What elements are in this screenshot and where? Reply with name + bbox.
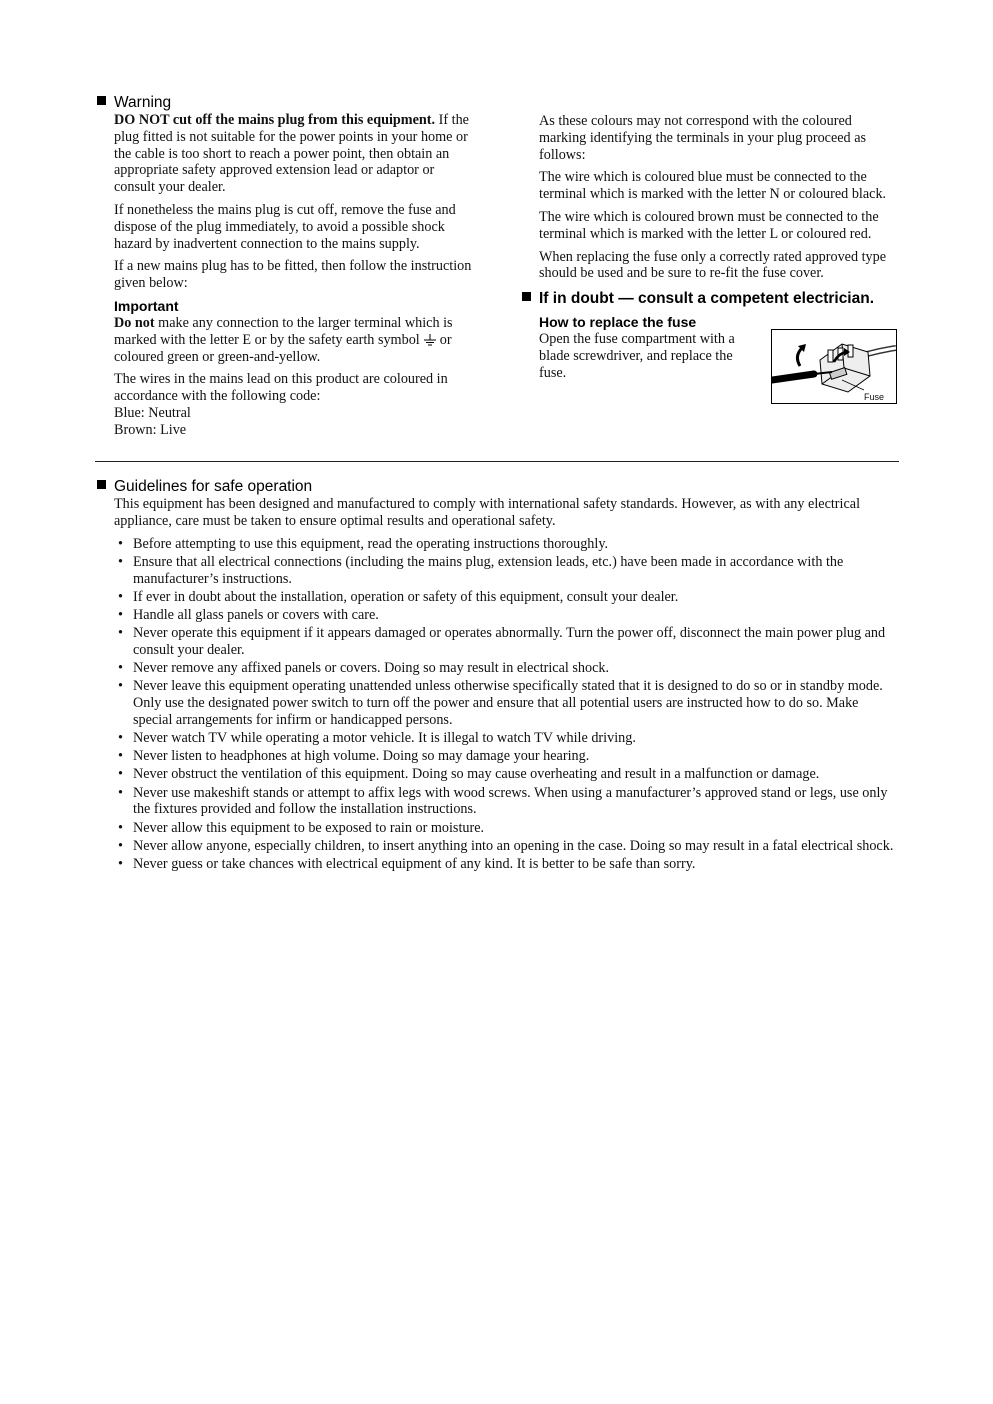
list-item-text: Never allow this equipment to be exposed to rain or moisture. xyxy=(133,819,485,836)
square-bullet-icon xyxy=(522,292,531,301)
list-item xyxy=(114,554,901,588)
list-item xyxy=(114,730,901,747)
right-column xyxy=(521,113,901,403)
colour-notes xyxy=(521,113,901,282)
bullet-icon: • xyxy=(118,784,123,801)
list-item-text: Never watch TV while operating a motor vehicle. It is illegal to watch TV while driving. xyxy=(133,730,636,747)
bullet-icon: • xyxy=(118,535,123,552)
right-paragraph-3: The wire which is coloured brown must be connected to the terminal which is marked with the letter L or coloured red. xyxy=(539,208,879,242)
warning-heading xyxy=(96,94,478,112)
list-item-text: Never leave this equipment operating unattended unless otherwise specifically stated that it is designed to do so or in standby mode. Only use the designated power switch to turn off the power and ensure that all potential users are instructed how to do so. Make special arrangements for infirm or handicapped persons. xyxy=(133,678,883,728)
bullet-icon: • xyxy=(118,588,123,605)
right-paragraph-4: When replacing the fuse only a correctly rated approved type should be used and be sure to re-fit the fuse cover. xyxy=(539,248,887,282)
list-item-text: Never operate this equipment if it appears damaged or operates abnormally. Turn the power off, disconnect the main power plug and consult your dealer. xyxy=(133,625,886,658)
wire-brown: Brown: Live xyxy=(114,421,187,438)
important-paragraph xyxy=(114,315,478,365)
important-text-b: or coloured green or green-and-yellow. xyxy=(114,331,452,365)
guidelines-list xyxy=(96,536,901,873)
list-item xyxy=(114,766,901,783)
warning-section xyxy=(96,94,478,439)
guidelines-intro: This equipment has been designed and manufactured to comply with international safety standards. However, as with any electrical appliance, care must be taken to ensure optimal results and operational safety. xyxy=(114,496,861,529)
doubt-heading xyxy=(521,290,901,308)
warning-paragraph-2: If nonetheless the mains plug is cut off, remove the fuse and dispose of the plug immediately, to avoid a possible shock hazard by inadvertent connection to the mains supply. xyxy=(114,201,456,252)
warning-paragraph-1 xyxy=(114,112,478,196)
list-item xyxy=(114,625,901,659)
doubt-heading-text: If in doubt — consult a competent electrician. xyxy=(539,290,875,308)
list-item-text: Handle all glass panels or covers with care. xyxy=(133,606,379,623)
wire-blue: Blue: Neutral xyxy=(114,404,191,421)
square-bullet-icon xyxy=(97,96,106,105)
list-item xyxy=(114,536,901,553)
warning-heading-text: Warning xyxy=(114,94,172,111)
warning-bold-lead: DO NOT cut off the mains plug from this equipment. xyxy=(114,112,436,128)
list-item-text: Never allow anyone, especially children, to insert anything into an opening in the case. Doing so may result in a fatal electrical shock. xyxy=(133,837,894,854)
earth-symbol-icon xyxy=(423,334,437,346)
bullet-icon: • xyxy=(118,730,123,747)
important-text-a: make any connection to the larger terminal which is marked with the letter E or by the safety earth symbol xyxy=(114,314,453,348)
list-item-text: Never remove any affixed panels or covers. Doing so may result in electrical shock. xyxy=(133,660,610,677)
wires-text: The wires in the mains lead on this product are coloured in accordance with the following code: xyxy=(114,371,448,405)
bullet-icon: • xyxy=(118,748,123,765)
bullet-icon: • xyxy=(118,660,123,677)
guidelines-heading-text: Guidelines for safe operation xyxy=(114,478,313,495)
fuse-heading: How to replace the fuse xyxy=(539,314,697,331)
list-item-text: Never use makeshift stands or attempt to affix legs with wood screws. When using a manufacturer’s approved stand or legs, use only the fixtures provided and follow the installation instructions. xyxy=(133,784,888,818)
section-divider xyxy=(95,461,899,462)
right-paragraph-1: As these colours may not correspond with the coloured marking identifying the terminals in your plug proceed as follows: xyxy=(539,113,867,163)
list-item xyxy=(114,660,901,677)
list-item xyxy=(114,678,901,728)
important-bold-lead: Do not xyxy=(114,314,155,331)
list-item xyxy=(114,856,901,873)
bullet-icon: • xyxy=(118,819,123,836)
list-item-text: Never obstruct the ventilation of this equipment. Doing so may cause overheating and result in a malfunction or damage. xyxy=(133,766,820,783)
fuse-illustration xyxy=(771,329,897,404)
guidelines-section xyxy=(96,478,901,874)
important-heading: Important xyxy=(114,297,179,314)
fuse-section xyxy=(521,314,901,403)
fuse-label: Fuse xyxy=(863,392,884,403)
bullet-icon: • xyxy=(118,856,123,873)
list-item-text: Never guess or take chances with electrical equipment of any kind. It is better to be safe than sorry. xyxy=(133,856,696,873)
bullet-icon: • xyxy=(118,625,123,642)
square-bullet-icon xyxy=(97,480,106,489)
warning-p1-rest: If the plug fitted is not suitable for the power points in your home or the cable is too short to reach a power point, then obtain an appropriate safety approved extension lead or adaptor or consult your dealer. xyxy=(114,112,469,196)
warning-paragraph-3: If a new mains plug has to be fitted, then follow the instruction given below: xyxy=(114,258,472,292)
wires-paragraph xyxy=(114,371,478,438)
right-paragraph-2: The wire which is coloured blue must be connected to the terminal which is marked with the letter N or coloured black. xyxy=(539,169,887,203)
list-item xyxy=(114,607,901,624)
bullet-icon: • xyxy=(118,837,123,854)
list-item-text: Before attempting to use this equipment, read the operating instructions thoroughly. xyxy=(133,535,609,552)
bullet-icon: • xyxy=(118,606,123,623)
warning-body xyxy=(96,112,478,439)
list-item-text: Never listen to headphones at high volume. Doing so may damage your hearing. xyxy=(133,748,590,765)
bullet-icon: • xyxy=(118,553,123,570)
bullet-icon: • xyxy=(118,678,123,695)
list-item xyxy=(114,820,901,837)
list-item-text: If ever in doubt about the installation, operation or safety of this equipment, consult your dealer. xyxy=(133,588,679,605)
list-item xyxy=(114,589,901,606)
list-item xyxy=(114,748,901,765)
bullet-icon: • xyxy=(118,766,123,783)
guidelines-heading xyxy=(96,478,901,496)
list-item xyxy=(114,838,901,855)
fuse-instructions: Open the fuse compartment with a blade screwdriver, and replace the fuse. xyxy=(539,331,735,381)
list-item-text: Ensure that all electrical connections (including the mains plug, extension leads, etc.) have been made in accordance with the manufacturer’s instructions. xyxy=(133,553,844,587)
list-item xyxy=(114,785,901,819)
